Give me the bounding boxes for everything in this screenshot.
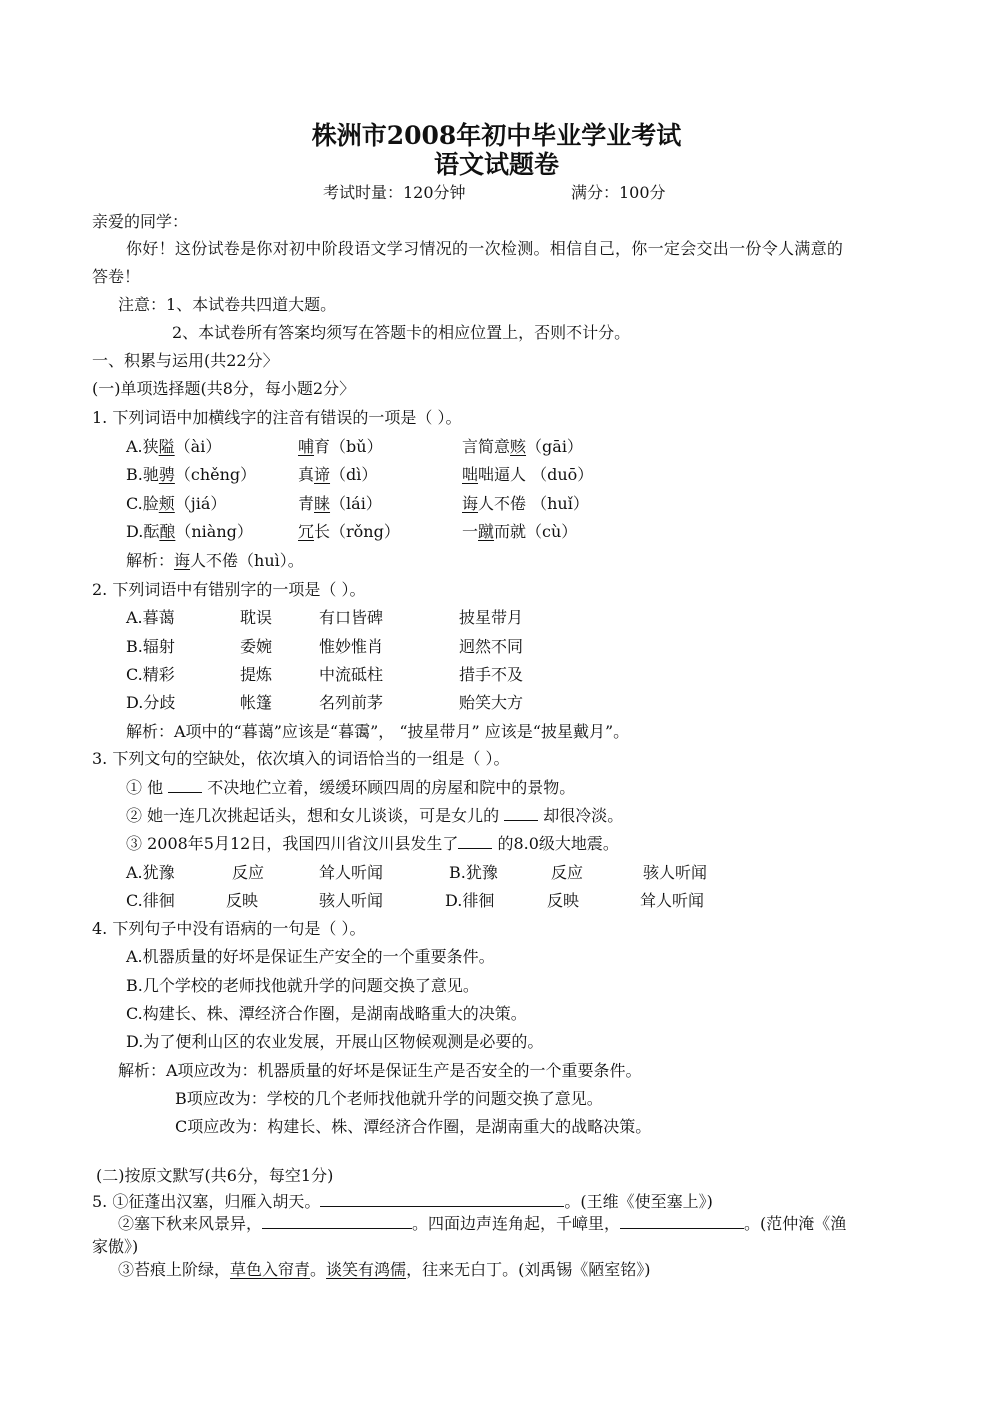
q2-option-3-3: 贻笑大方: [459, 693, 524, 712]
q1-option-pre: 青: [298, 494, 315, 513]
q2-option-2-0: C.精彩: [126, 665, 175, 684]
q3-option-1-4: 反映: [547, 891, 580, 910]
exam-subtitle: 语文试题卷: [433, 150, 559, 179]
q5-l4-mid: 。: [310, 1260, 327, 1279]
q1-option-1-0: [126, 465, 256, 485]
q5-line-4: [118, 1260, 651, 1280]
q3-option-1-1: 反映: [226, 891, 259, 910]
q1-option-1-1: [298, 465, 377, 485]
q2-option-1-0: B.辐射: [126, 637, 175, 656]
q1-option-pre: 一: [462, 522, 479, 541]
q1-option-0-0: [126, 437, 221, 457]
q3-option-0-2: 耸人听闻: [319, 863, 384, 882]
q1-option-pre: 言简意: [462, 437, 511, 456]
part2-heading: (二)按原文默写(共6分，每空1分): [96, 1166, 334, 1185]
q2-option-1-1: 委婉: [240, 637, 273, 656]
q2-analysis: 解析：A项中的“暮蔼”应该是“暮霭”， “披星带月” 应该是“披星戴月”。: [126, 722, 630, 741]
q1-option-0-1: [298, 437, 383, 457]
q1-option-u: 冗: [298, 522, 315, 541]
intro-paragraph-line1: 你好！这份试卷是你对初中阶段语文学习情况的一次检测。相信自己，你一定会交出一份令人满意的: [126, 239, 844, 258]
q5-l4-pre: ③苔痕上阶绿，: [118, 1260, 231, 1279]
q2-stem: 2. 下列词语中有错别字的一项是（ ）。: [92, 580, 366, 599]
q1-option-post: （chěng）: [174, 465, 257, 484]
q2-option-2-1: 提炼: [240, 665, 273, 684]
q1-option-1-2: [462, 465, 593, 485]
q5-l1-post: 。(王维《使至塞上》): [564, 1192, 713, 1211]
q2-option-1-2: 惟妙惟肖: [319, 637, 384, 656]
q4-analysis-2: B项应改为：学校的几个老师找他就升学的问题交换了意见。: [175, 1089, 603, 1108]
q1-analysis-underlined: 诲: [174, 551, 191, 570]
q1-option-u: 咄: [462, 465, 479, 484]
q3-option-1-2: 骇人听闻: [319, 891, 384, 910]
q2-option-0-2: 有口皆碑: [319, 608, 384, 627]
q3-s2-pre: ② 她一连几次挑起话头，想和女儿谈谈，可是女儿的: [126, 806, 505, 825]
q2-option-0-1: 耽误: [240, 608, 273, 627]
part1-heading: (一)单项选择题(共8分，每小题2分〉: [92, 379, 356, 398]
q3-option-1-0: C.徘徊: [126, 891, 175, 910]
q4-option-d: D.为了便利山区的农业发展，开展山区物候观测是必要的。: [126, 1032, 544, 1051]
q3-s1-post: 不决地伫立着，缓缓环顾四周的房屋和院中的景物。: [202, 778, 576, 797]
q3-sentence-2: [126, 806, 623, 826]
q1-option-post: （ài）: [174, 437, 222, 456]
note-1: 注意：1、本试卷共四道大题。: [118, 295, 337, 314]
q3-s2-post: 却很冷淡。: [538, 806, 624, 825]
q1-option-post: 育（bǔ）: [314, 437, 383, 456]
q1-option-post: 人不倦 （huǐ）: [478, 494, 589, 513]
q2-option-2-2: 中流砥柱: [319, 665, 384, 684]
q5-l2-pre: ②塞下秋来风景异，: [118, 1214, 263, 1233]
q4-analysis-1: 解析：A项应改为：机器质量的好坏是保证生产是否安全的一个重要条件。: [118, 1061, 642, 1080]
q4-analysis-3: C项应改为：构建长、株、潭经济合作圈，是湖南重大的战略决策。: [175, 1117, 652, 1136]
q1-option-pre: 真: [298, 465, 315, 484]
q1-option-post: 而就（cù）: [494, 522, 578, 541]
q1-option-u: 睐: [314, 494, 331, 513]
q1-option-3-1: [298, 522, 400, 542]
q3-sentence-1: [126, 778, 575, 798]
q3-option-0-5: 骇人听闻: [643, 863, 708, 882]
q3-option-0-4: 反应: [551, 863, 584, 882]
q2-option-3-0: D.分歧: [126, 693, 176, 712]
q2-option-0-0: A.暮蔼: [126, 608, 175, 627]
q2-option-3-1: 帐篷: [240, 693, 273, 712]
q3-blank-3[interactable]: [458, 834, 492, 849]
q3-option-1-3: D.徘徊: [445, 891, 495, 910]
q1-option-u: 谛: [314, 465, 331, 484]
q5-blank-1[interactable]: [320, 1192, 564, 1207]
q1-option-u: 诲: [462, 494, 479, 513]
q1-option-pre: B.驰: [126, 465, 159, 484]
q1-analysis-text: 人不倦（huì）。: [190, 551, 304, 570]
q1-option-pre: A.狭: [126, 437, 159, 456]
q1-option-post: 咄逼人 （duō）: [478, 465, 594, 484]
q5-l4-post: ，往来无白丁。(刘禹锡《陋室铭》): [406, 1260, 651, 1279]
q1-option-u: 酿: [159, 522, 176, 541]
exam-time: 考试时量：120分钟: [323, 183, 466, 202]
q1-option-u: 哺: [298, 437, 315, 456]
q1-option-post: （niàng）: [175, 522, 253, 541]
q3-option-0-1: 反应: [232, 863, 265, 882]
q5-l2-post: 。(范仲淹《渔: [744, 1214, 847, 1233]
note-2: 2、本试卷所有答案均须写在答题卡的相应位置上，否则不计分。: [172, 323, 631, 342]
q1-option-2-0: [126, 494, 226, 514]
q5-l4-underlined-1: 草色入帘青: [230, 1260, 311, 1279]
q1-option-post: （dì）: [330, 465, 378, 484]
q1-option-post: （gāi）: [526, 437, 583, 456]
q3-s3-post: 的8.0级大地震。: [492, 834, 619, 853]
q5-line-1: [92, 1192, 713, 1212]
q5-l1-pre: 5. ①征蓬出汉塞，归雁入胡天。: [92, 1192, 321, 1211]
q1-option-3-0: [126, 522, 253, 542]
q1-option-post: 长（rǒng）: [314, 522, 400, 541]
q5-l4-underlined-2: 谈笑有鸿儒: [326, 1260, 407, 1279]
q1-option-3-2: [462, 522, 577, 542]
q1-option-post: （jiá）: [174, 494, 227, 513]
q1-option-2-1: [298, 494, 382, 514]
q3-s3-pre: ③ 2008年5月12日，我国四川省汶川县发生了: [126, 834, 459, 853]
q4-option-a: A.机器质量的好坏是保证生产安全的一个重要条件。: [126, 947, 495, 966]
q5-line-3: 家傲》): [92, 1237, 139, 1256]
q1-stem: 1. 下列词语中加横线字的注音有错误的一项是（ ）。: [92, 408, 462, 427]
q1-option-0-2: [462, 437, 583, 457]
q2-option-2-3: 措手不及: [459, 665, 524, 684]
q3-option-0-0: A.犹豫: [126, 863, 175, 882]
q1-analysis-label: 解析：: [126, 551, 175, 570]
q3-option-1-5: 耸人听闻: [640, 891, 705, 910]
q5-line-2: [118, 1214, 846, 1234]
q4-option-c: C.构建长、株、潭经济合作圈，是湖南战略重大的决策。: [126, 1004, 527, 1023]
q1-option-2-2: [462, 494, 589, 514]
q2-option-1-3: 迥然不同: [459, 637, 524, 656]
q5-l2-mid: 。四面边声连角起，千嶂里，: [412, 1214, 621, 1233]
q2-option-3-2: 名列前茅: [319, 693, 384, 712]
q3-s1-pre: ① 他: [126, 778, 169, 797]
q5-blank-2[interactable]: [262, 1214, 412, 1229]
q1-option-u: 隘: [158, 437, 175, 456]
q4-option-b: B.几个学校的老师找他就升学的问题交换了意见。: [126, 976, 479, 995]
q3-blank-1[interactable]: [168, 778, 202, 793]
q3-sentence-3: [126, 834, 619, 854]
q3-option-0-3: B.犹豫: [449, 863, 498, 882]
q5-blank-3[interactable]: [620, 1214, 744, 1229]
section1-heading: 一、积累与运用(共22分〉: [92, 351, 279, 370]
q1-option-u: 蹴: [478, 522, 495, 541]
q1-option-pre: D.酝: [126, 522, 160, 541]
q2-option-0-3: 披星带月: [459, 608, 524, 627]
greeting: 亲爱的同学：: [92, 212, 189, 231]
q1-option-u: 骋: [158, 465, 175, 484]
intro-paragraph-line2: 答卷！: [92, 267, 141, 286]
q3-blank-2[interactable]: [504, 806, 538, 821]
q1-option-u: 颊: [158, 494, 175, 513]
q1-analysis: [126, 551, 304, 571]
q1-option-post: （lái）: [330, 494, 382, 513]
q3-stem: 3. 下列文句的空缺处，依次填入的词语恰当的一组是（ ）。: [92, 749, 510, 768]
q4-stem: 4. 下列句子中没有语病的一句是（ ）。: [92, 919, 366, 938]
q1-option-pre: C.脸: [126, 494, 159, 513]
exam-score: 满分：100分: [571, 183, 666, 202]
exam-title: 株洲市2008年初中毕业学业考试: [311, 121, 682, 150]
q1-option-u: 赅: [510, 437, 527, 456]
